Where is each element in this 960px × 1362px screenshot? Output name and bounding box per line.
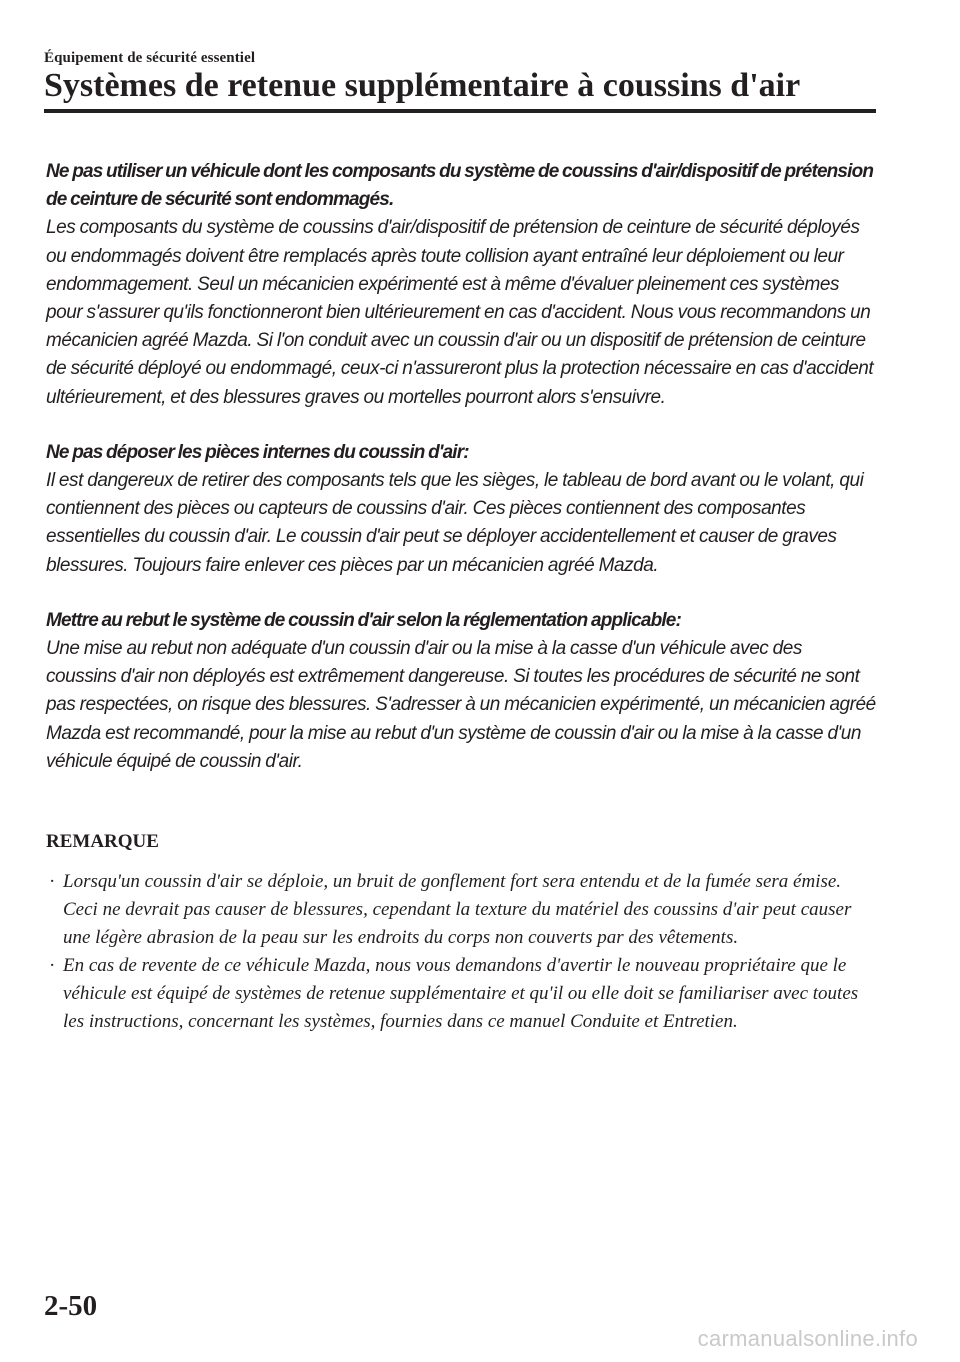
warning-block-internal-parts [46, 439, 876, 580]
warning-body: Une mise au rebut non adéquate d'un coussin d'air ou la mise à la casse d'un véhicule avec des coussins d'air non déployés est extrêmement dangereuse. Si toutes les procédures de sécurité ne sont pas respectées, on risque des blessures. S'adresser à un mécanicien expérimenté, un mécanicien agréé Mazda est recommandé, pour la mise au rebut d'un système de coussin d'air ou la mise à la casse d'un véhicule équipé de coussin d'air. [46, 638, 876, 772]
note-item-text: En cas de revente de ce véhicule Mazda, nous vous demandons d'avertir le nouveau propriétaire que le véhicule est équipé de systèmes de retenue supplémentaire et qu'il ou elle doit se familiariser avec toutes les instructions, concernant les systèmes, fournies dans ce manuel Conduite et Entretien. [63, 955, 859, 1032]
warning-title: Mettre au rebut le système de coussin d'air selon la réglementation applicable: [46, 609, 681, 631]
section-label: Équipement de sécurité essentiel [44, 50, 256, 66]
page-number: 2-50 [44, 1290, 98, 1322]
warning-block-damaged-components [46, 158, 876, 412]
bullet-icon: · [49, 871, 56, 892]
page-title: Systèmes de retenue supplémentaire à coussins d'air [44, 67, 801, 104]
note-item-text: Lorsqu'un coussin d'air se déploie, un bruit de gonflement fort sera entendu et de la fumée sera émise. Ceci ne devrait pas causer de blessures, cependant la texture du matériel des coussins d'air peut causer une légère abrasion de la peau sur les endroits du corps non couverts par des vêtements. [63, 871, 852, 948]
bullet-icon: · [49, 955, 56, 976]
warning-body: Les composants du système de coussins d'air/dispositif de prétension de ceinture de sécurité déployés ou endommagés doivent être remplacés après toute collision ayant entraîné leur déploiement ou leur endommagement. Seul un mécanicien expérimenté est à même d'évaluer pleinement ces systèmes pour s'assurer qu'ils fonctionneront bien ultérieurement en cas d'accident. Nous vous recommandons un mécanicien agréé Mazda. Si l'on conduit avec un coussin d'air ou un dispositif de prétension de ceinture de sécurité déployé ou endommagé, ceux-ci n'assureront plus la protection nécessaire en cas d'accident ultérieurement, et des blessures graves ou mortelles pourront alors s'ensuivre. [46, 217, 874, 408]
note-section [46, 828, 876, 1036]
warning-title: Ne pas utiliser un véhicule dont les composants du système de coussins d'air/dispositif de prétension de ceinture de sécurité sont endommagés. [46, 161, 874, 211]
warning-body: Il est dangereux de retirer des composants tels que les sièges, le tableau de bord avant ou le volant, qui contiennent des pièces ou capteurs de coussins d'air. Ces pièces contiennent des composantes essentielles du coussin d'air. Le coussin d'air peut se déployer accidentellement et causer de graves blessures. Toujours faire enlever ces pièces par un mécanicien agréé Mazda. [46, 470, 864, 576]
header-rule [44, 109, 876, 113]
warning-block-disposal [46, 607, 876, 776]
watermark: carmanualsonline.info [697, 1326, 918, 1351]
note-item [46, 868, 876, 952]
note-item [46, 952, 876, 1036]
note-heading: REMARQUE [46, 831, 159, 852]
warning-title: Ne pas déposer les pièces internes du coussin d'air: [46, 441, 469, 463]
warning-content [46, 158, 876, 803]
